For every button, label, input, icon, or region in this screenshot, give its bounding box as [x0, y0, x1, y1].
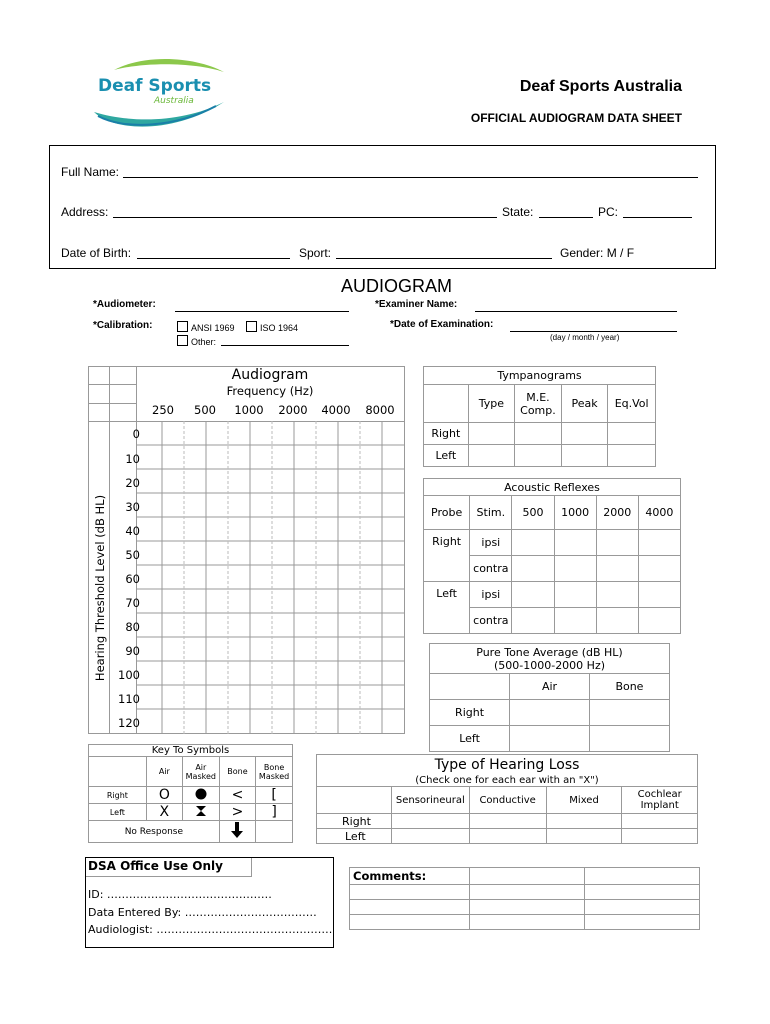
iso-option[interactable]	[246, 321, 298, 333]
comment-cell[interactable]	[584, 900, 699, 915]
iso-label: ISO 1964	[260, 323, 299, 333]
acoustic-reflexes-table	[423, 478, 681, 634]
address-field[interactable]	[113, 217, 497, 218]
other-field[interactable]	[221, 345, 349, 346]
personal-info-box	[49, 145, 716, 269]
symbols-air-masked-header: Air Masked	[182, 757, 219, 787]
audiogram-plot-area[interactable]	[136, 421, 404, 734]
level-label-30: 30	[125, 500, 140, 514]
tymp-right-peak[interactable]	[561, 423, 607, 445]
iso-checkbox[interactable]	[246, 321, 257, 332]
sensorineural-header: Sensorineural	[392, 787, 470, 814]
reflex-1000-header: 1000	[554, 496, 596, 530]
symbols-air-header: Air	[146, 757, 182, 787]
loss-cell[interactable]	[546, 829, 622, 844]
logo-text: Deaf Sports	[98, 76, 212, 96]
mixed-header: Mixed	[546, 787, 622, 814]
dob-label: Date of Birth:	[61, 246, 132, 260]
left-air-symbol: X	[146, 804, 182, 821]
right-air-masked-icon	[182, 787, 219, 804]
reflex-cell[interactable]	[512, 582, 554, 608]
freq-label-8000: 8000	[365, 403, 395, 417]
hearing-loss-title: Type of Hearing Loss	[317, 755, 698, 775]
office-audiologist[interactable]: Audiologist: …………………………………………	[88, 923, 333, 936]
reflex-2000-header: 2000	[596, 496, 638, 530]
tymp-left-peak[interactable]	[561, 445, 607, 467]
symbols-right-label: Right	[89, 787, 147, 804]
tymp-right-eqvol[interactable]	[608, 423, 656, 445]
cochlear-header: Cochlear Implant	[622, 787, 698, 814]
examiner-field[interactable]	[475, 311, 677, 312]
reflex-right-contra-label: contra	[470, 556, 512, 582]
hearing-loss-table	[316, 754, 698, 844]
hearing-loss-left-label: Left	[317, 829, 392, 844]
reflex-cell[interactable]	[512, 556, 554, 582]
conductive-header: Conductive	[469, 787, 546, 814]
freq-label-500: 500	[194, 403, 216, 417]
pta-right-air[interactable]	[510, 700, 590, 726]
level-label-20: 20	[125, 476, 140, 490]
reflex-cell[interactable]	[596, 556, 638, 582]
audiogram-title: Audiogram	[231, 367, 309, 383]
no-response-label: No Response	[89, 821, 220, 843]
right-bone-symbol: <	[219, 787, 255, 804]
level-label-110: 110	[118, 692, 140, 706]
sport-label: Sport:	[299, 246, 332, 260]
level-label-70: 70	[125, 596, 140, 610]
reflex-cell[interactable]	[638, 582, 680, 608]
freq-label-2000: 2000	[278, 403, 308, 417]
loss-cell[interactable]	[469, 814, 546, 829]
date-format-hint: (day / month / year)	[550, 333, 620, 342]
reflex-stim-header: Stim.	[470, 496, 512, 530]
reflex-cell[interactable]	[596, 608, 638, 634]
hearing-loss-right-label: Right	[317, 814, 392, 829]
pta-left-label: Left	[430, 726, 510, 752]
left-air-masked-icon	[182, 804, 219, 821]
right-bone-masked-symbol: [	[256, 787, 293, 804]
sheet-title: OFFICIAL AUDIOGRAM DATA SHEET	[470, 111, 682, 125]
reflex-left-ipsi-label: ipsi	[470, 582, 512, 608]
full-name-label: Full Name:	[61, 165, 120, 179]
y-axis-label: Hearing Threshold Level (dB HL)	[93, 494, 107, 682]
tympanograms-table	[423, 366, 656, 467]
address-label: Address:	[61, 205, 109, 219]
level-label-0: 0	[132, 427, 140, 441]
reflex-cell[interactable]	[638, 530, 680, 556]
pta-bone-header: Bone	[589, 674, 669, 700]
comment-cell[interactable]	[350, 900, 470, 915]
audiometer-field[interactable]	[175, 311, 349, 312]
comment-cell[interactable]	[469, 885, 584, 900]
level-label-60: 60	[125, 572, 140, 586]
loss-cell[interactable]	[392, 829, 470, 844]
office-data-entered[interactable]: Data Entered By: ………………………………	[88, 906, 317, 919]
freq-label-250: 250	[152, 403, 174, 417]
reflex-cell[interactable]	[638, 556, 680, 582]
tymp-left-eqvol[interactable]	[608, 445, 656, 467]
freq-label-4000: 4000	[321, 403, 351, 417]
comment-cell[interactable]	[350, 885, 470, 900]
no-response-arrow-icon	[219, 821, 255, 843]
comment-cell[interactable]	[469, 900, 584, 915]
audiogram-section-title: AUDIOGRAM	[341, 276, 453, 296]
level-label-50: 50	[125, 548, 140, 562]
level-label-90: 90	[125, 644, 140, 658]
loss-cell[interactable]	[469, 829, 546, 844]
tymp-eqvol-header: Eq.Vol	[608, 385, 656, 423]
pc-label: PC:	[598, 205, 619, 219]
date-exam-field[interactable]	[510, 331, 677, 332]
loss-cell[interactable]	[622, 814, 698, 829]
reflex-cell[interactable]	[554, 556, 596, 582]
pta-right-bone[interactable]	[589, 700, 669, 726]
reflex-cell[interactable]	[554, 608, 596, 634]
sport-field[interactable]	[336, 258, 552, 259]
other-checkbox[interactable]	[177, 335, 188, 346]
other-label: Other:	[191, 337, 217, 347]
level-label-100: 100	[118, 668, 140, 682]
reflex-cell[interactable]	[638, 608, 680, 634]
symbols-bone-header: Bone	[219, 757, 255, 787]
reflex-cell[interactable]	[596, 530, 638, 556]
hearing-loss-subtitle: (Check one for each ear with an "X")	[317, 775, 698, 787]
state-field[interactable]	[539, 217, 593, 218]
pta-left-bone[interactable]	[589, 726, 669, 752]
reflex-cell[interactable]	[554, 582, 596, 608]
tymp-right-label: Right	[424, 423, 469, 445]
logo	[84, 52, 234, 134]
reflex-cell[interactable]	[512, 608, 554, 634]
logo-subtext: Australia	[154, 96, 194, 106]
audiogram-chart	[88, 366, 405, 734]
tymp-right-type[interactable]	[468, 423, 514, 445]
comments-title: Comments:	[350, 868, 470, 885]
ansi-checkbox[interactable]	[177, 321, 188, 332]
examiner-label: *Examiner Name:	[375, 299, 458, 310]
ansi-option[interactable]	[177, 321, 235, 333]
reflex-4000-header: 4000	[638, 496, 680, 530]
comment-cell[interactable]	[350, 915, 470, 930]
state-label: State:	[502, 205, 534, 219]
ansi-label: ANSI 1969	[191, 323, 235, 333]
level-label-40: 40	[125, 524, 140, 538]
key-symbols-table	[88, 744, 293, 843]
loss-cell[interactable]	[622, 829, 698, 844]
reflex-right-label: Right	[424, 530, 470, 582]
calibration-label: *Calibration:	[93, 320, 153, 331]
right-air-symbol: O	[146, 787, 182, 804]
reflexes-title: Acoustic Reflexes	[424, 479, 681, 496]
pta-left-air[interactable]	[510, 726, 590, 752]
date-exam-label: *Date of Examination:	[390, 319, 494, 330]
level-label-120: 120	[118, 716, 140, 730]
tympanograms-title: Tympanograms	[424, 367, 656, 385]
other-option[interactable]	[177, 335, 216, 347]
reflex-left-label: Left	[424, 582, 470, 634]
gender-label[interactable]: Gender: M / F	[560, 246, 635, 260]
comments-table	[349, 867, 700, 930]
org-name: Deaf Sports Australia	[519, 78, 682, 95]
left-bone-symbol: >	[219, 804, 255, 821]
office-id[interactable]: ID: ………………………………………	[88, 888, 272, 901]
pta-right-label: Right	[430, 700, 510, 726]
pta-air-header: Air	[510, 674, 590, 700]
audiometer-label: *Audiometer:	[93, 299, 156, 310]
reflex-500-header: 500	[512, 496, 554, 530]
symbols-left-label: Left	[89, 804, 147, 821]
dob-field[interactable]	[137, 258, 290, 259]
freq-label-1000: 1000	[234, 403, 264, 417]
frequency-label: Frequency (Hz)	[226, 384, 314, 398]
tymp-left-mecomp[interactable]	[515, 445, 562, 467]
loss-cell[interactable]	[392, 814, 470, 829]
reflex-right-ipsi-label: ipsi	[470, 530, 512, 556]
tymp-left-label: Left	[424, 445, 469, 467]
pta-title: Pure Tone Average (dB HL) (500-1000-2000 Hz)	[430, 644, 670, 674]
comment-cell[interactable]	[469, 915, 584, 930]
level-label-10: 10	[125, 452, 140, 466]
reflex-left-contra-label: contra	[470, 608, 512, 634]
symbols-bone-masked-header: Bone Masked	[256, 757, 293, 787]
comment-cell[interactable]	[584, 885, 699, 900]
full-name-field[interactable]	[123, 177, 698, 178]
reflex-cell[interactable]	[512, 530, 554, 556]
office-use-box	[85, 857, 334, 948]
audiogram-grid	[136, 421, 404, 734]
level-label-80: 80	[125, 620, 140, 634]
pc-field[interactable]	[623, 217, 692, 218]
tymp-peak-header: Peak	[561, 385, 607, 423]
tymp-left-type[interactable]	[468, 445, 514, 467]
reflex-cell[interactable]	[554, 530, 596, 556]
pta-table	[429, 643, 670, 752]
tymp-me-comp-header: M.E. Comp.	[515, 385, 562, 423]
tymp-type-header: Type	[468, 385, 514, 423]
reflex-cell[interactable]	[596, 582, 638, 608]
tymp-right-mecomp[interactable]	[515, 423, 562, 445]
left-bone-masked-symbol: ]	[256, 804, 293, 821]
reflex-probe-header: Probe	[424, 496, 470, 530]
symbols-title: Key To Symbols	[89, 745, 293, 757]
loss-cell[interactable]	[546, 814, 622, 829]
comment-cell[interactable]	[584, 915, 699, 930]
office-use-title: DSA Office Use Only	[88, 859, 223, 873]
